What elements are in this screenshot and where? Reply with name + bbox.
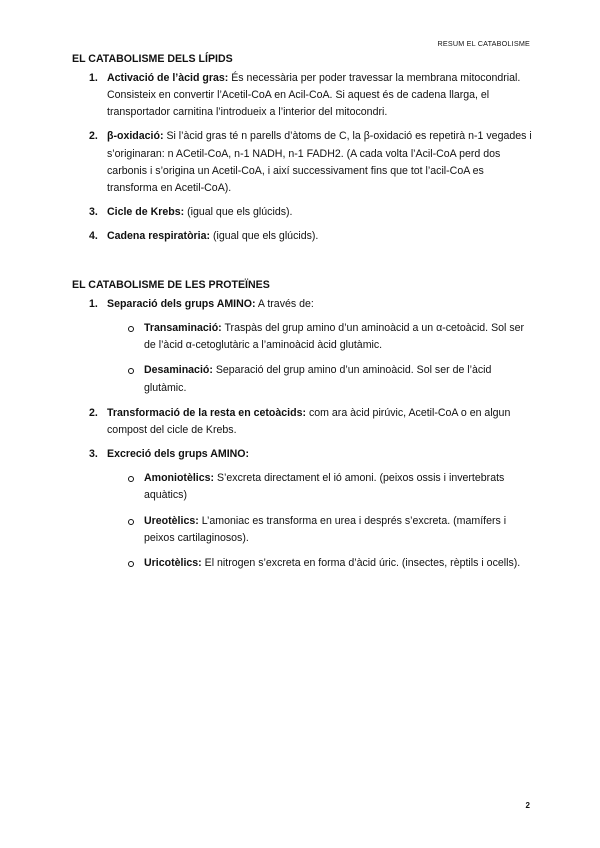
sub-item-text: Traspàs del grup amino d’un aminoàcid a un α-cetoàcid. Sol ser de l’àcid α-cetoglutàric a l’aminoàcid àcid glutàmic. [144, 322, 525, 352]
lipids-list [72, 70, 532, 252]
circle-bullet-icon [128, 476, 134, 482]
sub-list-item [107, 470, 532, 504]
item-text: (igual que els glúcids). [184, 206, 293, 219]
item-text: És necessària per poder travessar la membrana mitocondrial. Consisteix en convertir l’Acetil-CoA en Acil-CoA. Si aquest és de cadena llarga, el transportador carnitina l’introdueix a l’interior del mitocondri. [107, 72, 521, 119]
sub-item-label: Desaminació: [144, 364, 213, 377]
item-number: 1. [89, 298, 98, 310]
sub-list-item [107, 555, 532, 572]
item-number: 2. [89, 406, 98, 419]
sub-item-text: S’excreta directament el ió amoni. (peixos ossis i invertebrats aquàtics) [144, 472, 505, 502]
list-item [72, 228, 532, 245]
item-label: Transformació de la resta en cetoàcids: [107, 406, 307, 419]
sub-item-label: Transaminació: [144, 322, 222, 335]
sub-item-text: Separació del grup amino d’un aminoàcid. Sol ser de l’àcid glutàmic. [144, 364, 492, 394]
item-label: Cadena respiratòria: [107, 230, 211, 243]
list-item [72, 405, 532, 439]
item-label: Cicle de Krebs: [107, 206, 185, 219]
sub-list [107, 320, 532, 397]
section-title-lipids: EL CATABOLISME DELS LÍPIDS [72, 53, 233, 65]
sub-item-text: El nitrogen s’excreta en forma d’àcid úric. (insectes, rèptils i ocells). [201, 556, 521, 569]
item-label: Activació de l’àcid gras: [107, 72, 229, 84]
page-number: 2 [525, 801, 530, 810]
item-text: com ara àcid pirúvic, Acetil-CoA o en algun compost del cicle de Krebs. [107, 406, 511, 436]
sub-item-label: Uricotèlics: [144, 556, 202, 569]
section-title-proteins: EL CATABOLISME DE LES PROTEÏNES [72, 279, 270, 291]
item-number: 3. [89, 206, 98, 219]
circle-bullet-icon [128, 519, 134, 525]
sub-list-item [107, 513, 532, 547]
running-header: RESUM EL CATABOLISME [437, 39, 530, 48]
item-number: 4. [89, 230, 98, 243]
item-text: (igual que els glúcids). [210, 230, 319, 243]
list-item [72, 128, 532, 197]
list-item [72, 296, 532, 397]
list-item [72, 70, 532, 121]
item-text: A través de: [255, 298, 314, 310]
list-item [72, 204, 532, 221]
item-label: Separació dels grups AMINO: [107, 298, 256, 310]
sub-list [107, 470, 532, 572]
sub-item-label: Amoniotèlics: [144, 472, 215, 485]
sub-list-item [107, 320, 532, 354]
item-label: β-oxidació: [107, 130, 164, 143]
item-number: 2. [89, 130, 98, 143]
circle-bullet-icon [128, 368, 134, 374]
item-number: 1. [89, 72, 98, 84]
sub-item-text: L’amoniac es transforma en urea i després s’excreta. (mamífers i peixos cartilaginosos). [144, 514, 507, 544]
sub-item-label: Ureotèlics: [144, 514, 199, 527]
sub-list-item [107, 362, 532, 396]
item-number: 3. [89, 448, 98, 461]
circle-bullet-icon [128, 326, 134, 332]
list-item [72, 446, 532, 572]
item-text: Si l’àcid gras té n parells d’àtoms de C, la β-oxidació es repetirà n-1 vegades i s’originaran: n ACetil-CoA, n-1 NADH, n-1 FADH2. (A cada volta l’Acil-CoA perd dos carbonis i s’origina un Acetil-CoA, i així successivament fins que tot l’acil-CoA es transforma en Acetil-CoA). [107, 130, 532, 194]
item-label: Excreció dels grups AMINO: [107, 448, 250, 461]
circle-bullet-icon [128, 561, 134, 567]
proteins-list [72, 296, 532, 580]
